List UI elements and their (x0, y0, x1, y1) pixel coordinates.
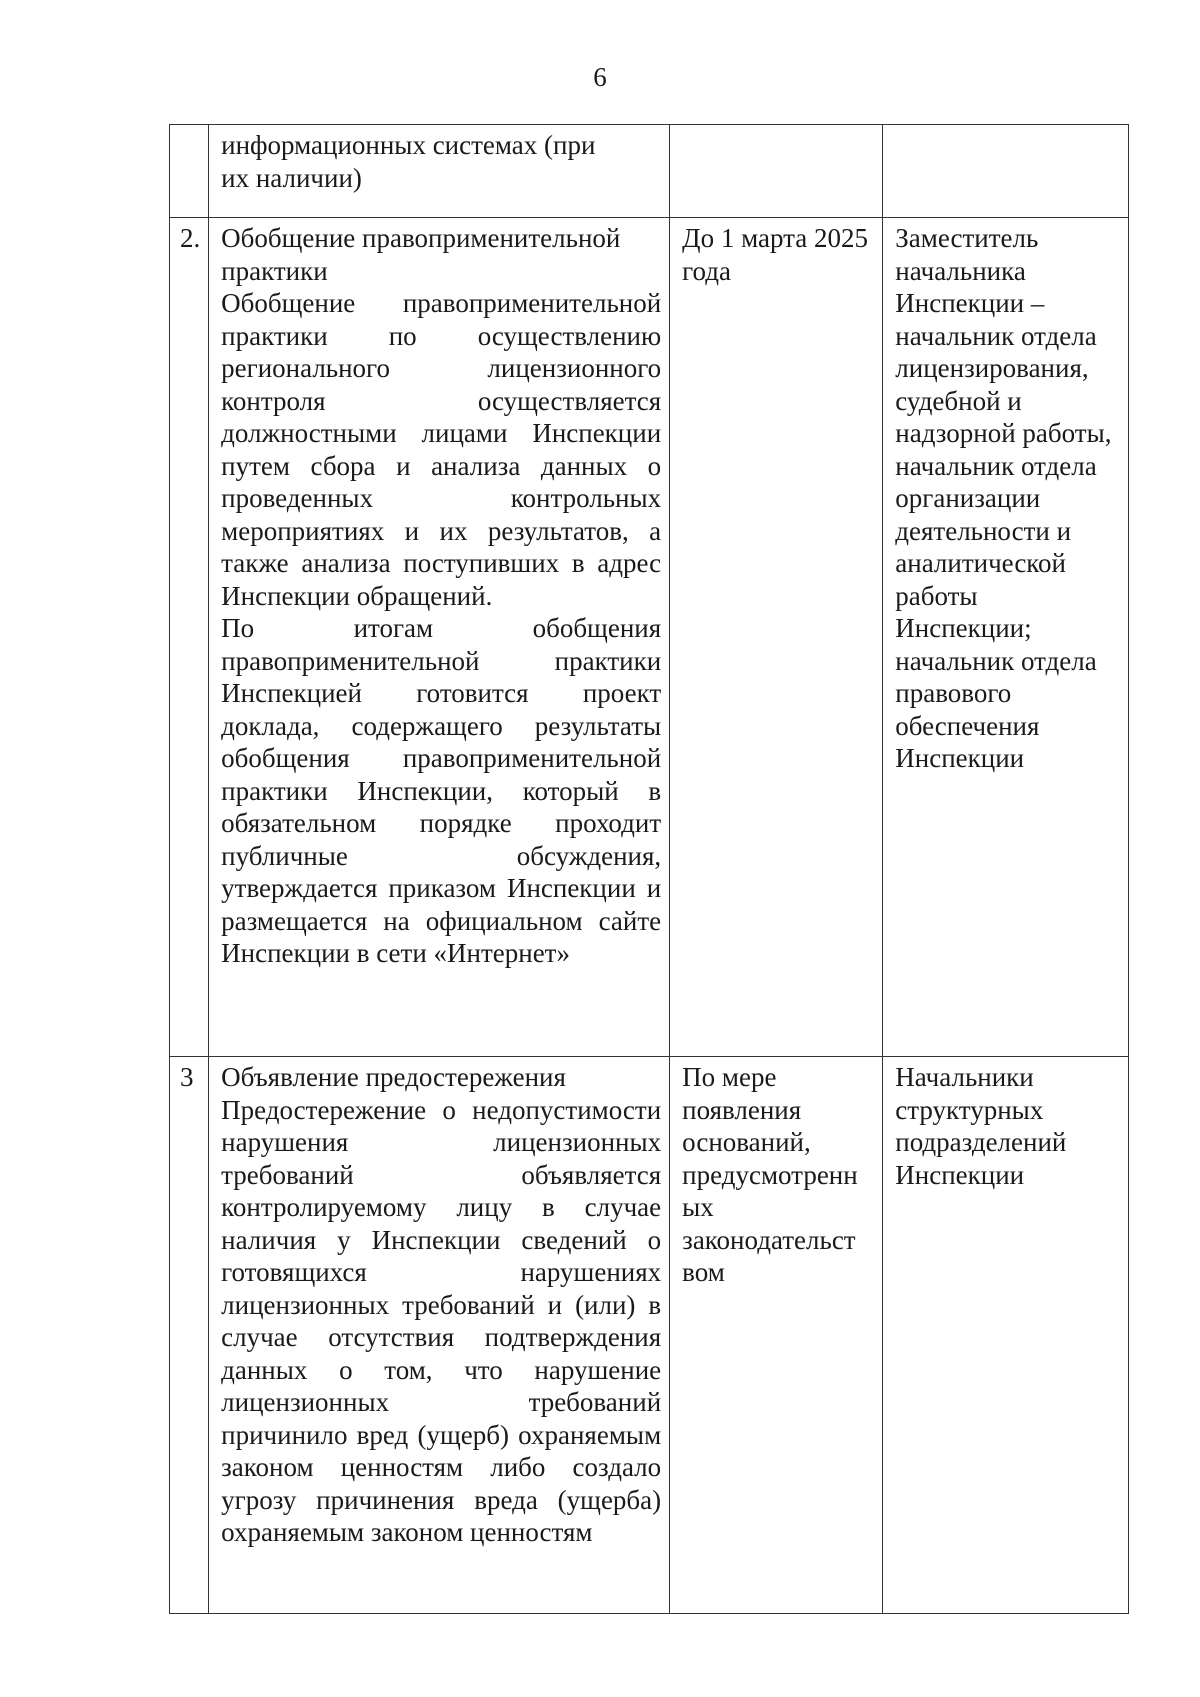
task-cell (209, 218, 670, 1057)
date-cell: До 1 марта 2025 года (670, 218, 883, 1057)
task-text-line: их наличии) (221, 162, 362, 193)
task-cell (209, 1057, 670, 1614)
responsible-cell (883, 125, 1129, 218)
date-text-line: По мере (682, 1062, 777, 1092)
responsible-text: Заместитель начальника Инспекции – начальник отдела лицензирования, судебной и надзорной работы, начальник отдела организации деятельности и аналитической работы Инспекции; (895, 223, 1112, 643)
task-text-line: информационных системах (при (221, 130, 596, 160)
table-row (170, 125, 1129, 218)
date-text-line: вом (682, 1257, 725, 1287)
measures-table (169, 124, 1129, 1614)
task-title: Обобщение правоприменительной практики (221, 223, 621, 286)
task-description: Предостережение о недопустимости нарушения лицензионных требований объявляется контролируемому лицу в случае наличия у Инспекции сведений о готовящихся нарушениях лицензионных требований и (или) в случае отсутствия подтверждения данных о том, что нарушение лицензионных требований причинило вред (ущерб) охраняемым законом ценностям либо создало угрозу причинения вреда (ущерба) охраняемым законом ценностям (221, 1094, 662, 1547)
table-row (170, 218, 1129, 1057)
task-cell (209, 125, 670, 218)
date-text-line: законодательст (682, 1224, 856, 1255)
date-text-line: появления (682, 1094, 802, 1125)
date-cell (670, 125, 883, 218)
responsible-cell: Начальники структурных подразделений Инспекции (883, 1057, 1129, 1614)
row-number-cell (170, 125, 209, 218)
table-row (170, 1057, 1129, 1614)
row-number-cell: 3 (170, 1057, 209, 1614)
responsible-text: начальник отдела правового обеспечения Инспекции (895, 645, 1097, 773)
date-text-line: оснований, (682, 1127, 811, 1157)
task-description: Обобщение правоприменительной практики по осуществлению регионального лицензионного контроля осуществляется должностными лицами Инспекции путем сбора и анализа данных о проведенных контрольных мероприятиях и их результатов, а также анализа поступивших в адрес Инспекции обращений. (221, 288, 662, 611)
date-cell (670, 1057, 883, 1614)
date-text-line: предусмотренн (682, 1159, 858, 1190)
page-number: 6 (593, 62, 607, 92)
task-description: По итогам обобщения правоприменительной практики Инспекцией готовится проект доклада, содержащего результаты обобщения правоприменительной практики Инспекции, который в обязательном порядке проходит публичные обсуждения, утверждается приказом Инспекции и размещается на официальном сайте Инспекции в сети «Интернет» (221, 613, 662, 968)
row-number-cell: 2. (170, 218, 209, 1057)
date-text-line: ых (682, 1192, 714, 1222)
task-title: Объявление предостережения (221, 1062, 566, 1092)
responsible-cell (883, 218, 1129, 1057)
